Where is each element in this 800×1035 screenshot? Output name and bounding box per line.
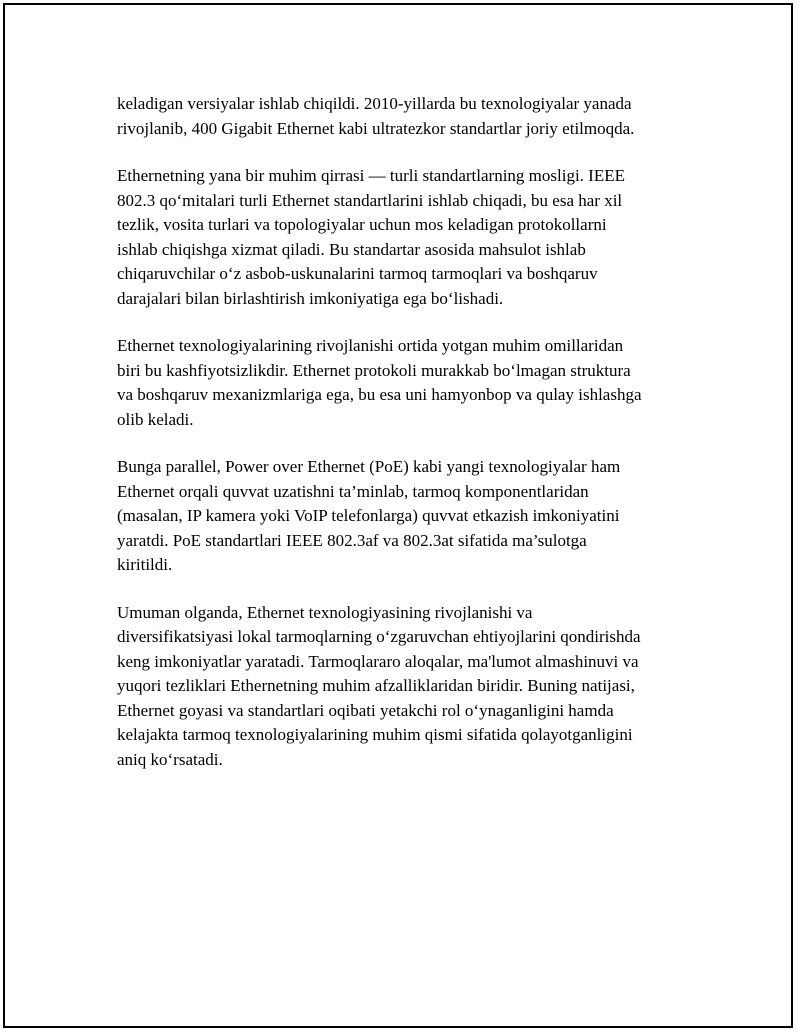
text-line: Ethernetning yana bir muhim qirrasi — turli standartlarning mosligi. IEEE [117,166,625,185]
text-line: Ethernet texnologiyalarining rivojlanishi ortida yotgan muhim omillaridan [117,336,624,355]
text-line: diversifikatsiyasi lokal tarmoqlarning o‘zgaruvchan ehtiyojlarini qondirishda [117,627,641,646]
text-line: (masalan, IP kamera yoki VoIP telefonlarga) quvvat etkazish imkoniyatini [117,506,620,525]
text-line: chiqaruvchilar o‘z asbob-uskunalarini tarmoq tarmoqlari va boshqaruv [117,264,598,283]
text-line: yuqori tezliklari Ethernetning muhim afzalliklaridan biridir. Buning natijasi, [117,676,635,695]
paragraph-4 [117,455,697,578]
paragraph-1 [117,92,697,141]
text-line: va boshqaruv mexanizmlariga ega, bu esa uni hamyonbop va qulay ishlashga [117,385,642,404]
document-body [117,92,697,795]
text-line: Umuman olganda, Ethernet texnologiyasining rivojlanishi va [117,602,533,622]
text-line: aniq ko‘rsatadi. [117,749,223,769]
text-line: kiritildi. [117,555,173,574]
text-line: rivojlanib, 400 Gigabit Ethernet kabi ultratezkor standartlar joriy etilmoqda. [117,118,635,138]
text-line: Ethernet orqali quvvat uzatishni ta’minlab, tarmoq komponentlaridan [117,481,589,501]
text-line: keladigan versiyalar ishlab chiqildi. 2010-yillarda bu texnologiyalar yanada [117,94,632,113]
text-line: tezlik, vosita turlari va topologiyalar uchun mos keladigan protokollarni [117,215,607,234]
text-line: yaratdi. PoE standartlari IEEE 802.3af va 802.3at sifatida ma’sulotga [117,530,587,550]
text-line: olib keladi. [117,409,194,429]
text-line: Bunga parallel, Power over Ethernet (PoE) kabi yangi texnologiyalar ham [117,457,621,476]
paragraph-2 [117,164,697,311]
text-line: kelajakta tarmoq texnologiyalarining muhim qismi sifatida qolayotganligini [117,725,633,744]
text-line: keng imkoniyatlar yaratadi. Tarmoqlararo aloqalar, ma'lumot almashinuvi va [117,651,639,671]
text-line: darajalari bilan birlashtirish imkoniyatiga ega bo‘lishadi. [117,288,504,308]
paragraph-5 [117,601,697,773]
paragraph-3 [117,334,697,432]
text-line: Ethernet goyasi va standartlari oqibati yetakchi rol o‘ynaganligini hamda [117,700,614,720]
text-line: biri bu kashfiyotsizlikdir. Ethernet protokoli murakkab bo‘lmagan struktura [117,360,631,380]
text-line: ishlab chiqishga xizmat qiladi. Bu standartar asosida mahsulot ishlab [117,239,586,259]
text-line: 802.3 qo‘mitalari turli Ethernet standartlarini ishlab chiqadi, bu esa har xil [117,190,623,210]
